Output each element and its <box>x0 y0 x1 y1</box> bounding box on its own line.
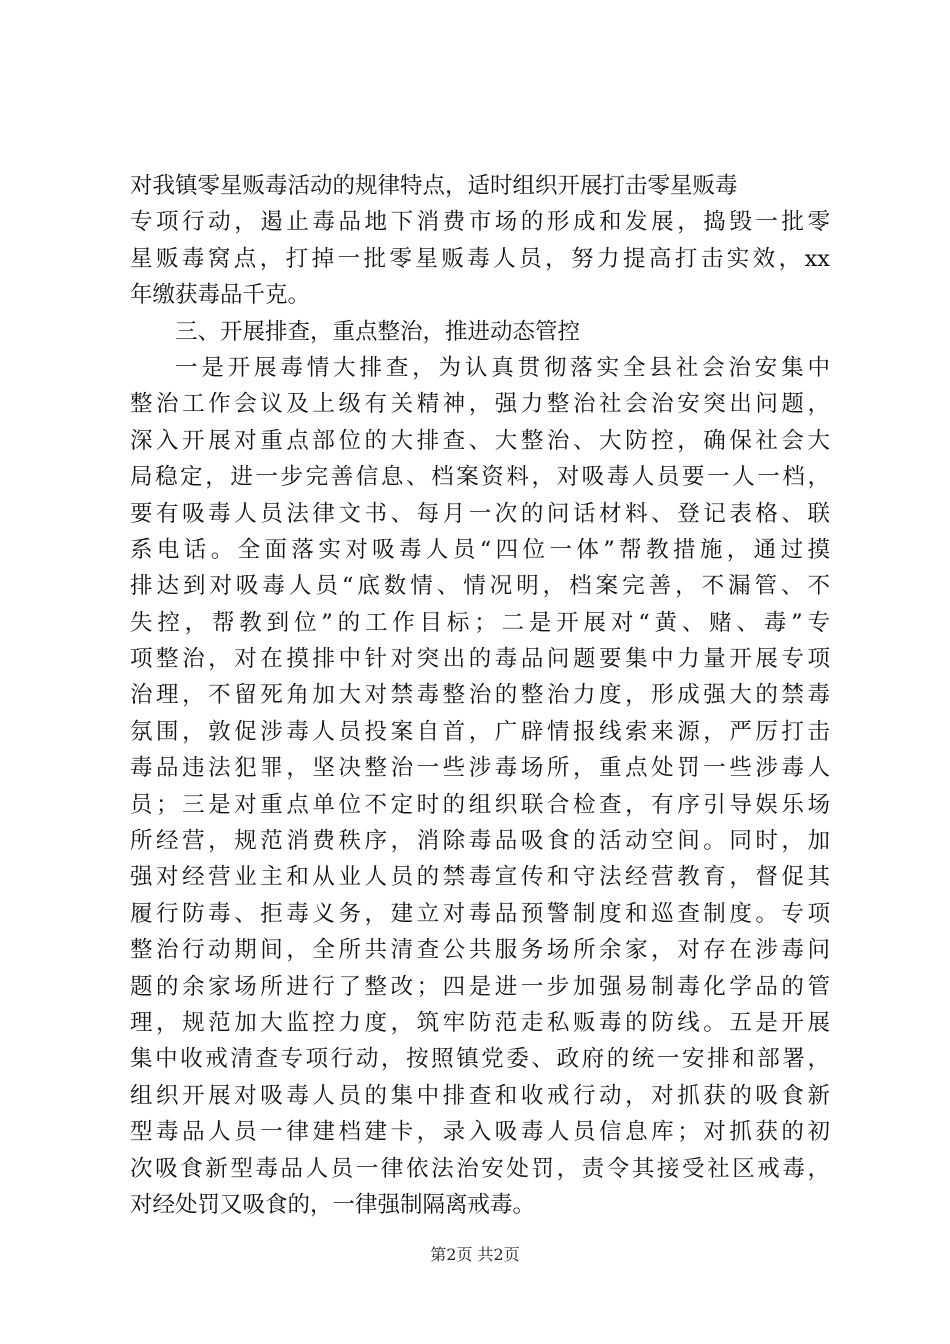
paragraph-line: 项整治，对在摸排中针对突出的毒品问题要集中力量开展专项 <box>130 646 830 673</box>
paragraph-line: 要有吸毒人员法律文书、每月一次的问话材料、登记表格、联 <box>130 500 830 527</box>
paragraph-line: 员；三是对重点单位不定时的组织联合检查，有序引导娱乐场 <box>130 791 830 818</box>
paragraph-line: 组织开展对吸毒人员的集中排查和收戒行动，对抓获的吸食新 <box>130 1082 830 1109</box>
paragraph-line: 深入开展对重点部位的大排查、大整治、大防控，确保社会大 <box>130 427 830 454</box>
paragraph-line: 治理，不留死角加大对禁毒整治的整治力度，形成强大的禁毒 <box>130 682 830 709</box>
paragraph-line: 题的余家场所进行了整改；四是进一步加强易制毒化学品的管 <box>130 973 830 1000</box>
paragraph-line: 整治行动期间，全所共清查公共服务场所余家，对存在涉毒问 <box>130 937 830 964</box>
page-number-footer: 第2页 共2页 <box>430 1245 520 1264</box>
paragraph-line: 次吸食新型毒品人员一律依法治安处罚，责令其接受社区戒毒， <box>130 1155 830 1182</box>
paragraph-line: 集中收戒清查专项行动，按照镇党委、政府的统一安排和部署， <box>130 1046 830 1073</box>
paragraph-line: 型毒品人员一律建档建卡，录入吸毒人员信息库；对抓获的初 <box>130 1119 830 1146</box>
document-body <box>130 168 830 1223</box>
paragraph-line: 局稳定，进一步完善信息、档案资料，对吸毒人员要一人一档， <box>130 464 830 491</box>
paragraph-line: 毒品违法犯罪，坚决整治一些涉毒场所，重点处罚一些涉毒人 <box>130 755 830 782</box>
paragraph-line: 年缴获毒品千克。 <box>130 282 311 309</box>
paragraph-line: 系电话。全面落实对吸毒人员“四位一体”帮教措施，通过摸 <box>130 536 830 563</box>
paragraph-line: 失控，帮教到位”的工作目标；二是开展对“黄、赌、毒”专 <box>130 609 830 636</box>
paragraph-line: 对我镇零星贩毒活动的规律特点，适时组织开展打击零星贩毒 <box>130 173 738 199</box>
paragraph-line: 星贩毒窝点，打掉一批零星贩毒人员，努力提高打击实效，xx <box>130 245 830 272</box>
paragraph-line: 理，规范加大监控力度，筑牢防范走私贩毒的防线。五是开展 <box>130 1009 830 1036</box>
paragraph-line: 所经营，规范消费秩序，消除毒品吸食的活动空间。同时，加 <box>130 828 830 855</box>
section-heading: 三、开展排查，重点整治，推进动态管控 <box>175 318 581 345</box>
paragraph-line: 专项行动，遏止毒品地下消费市场的形成和发展，捣毁一批零 <box>130 209 830 236</box>
paragraph-line: 排达到对吸毒人员“底数情、情况明，档案完善，不漏管、不 <box>130 573 830 600</box>
paragraph-line: 对经处罚又吸食的，一律强制隔离戒毒。 <box>130 1191 536 1218</box>
paragraph-line: 氛围，敦促涉毒人员投案自首，广辟情报线索来源，严厉打击 <box>130 718 830 745</box>
paragraph-line: 强对经营业主和从业人员的禁毒宣传和守法经营教育，督促其 <box>130 864 830 891</box>
paragraph-line: 整治工作会议及上级有关精神，强力整治社会治安突出问题， <box>130 391 830 418</box>
paragraph-line: 履行防毒、拒毒义务，建立对毒品预警制度和巡查制度。专项 <box>130 900 830 927</box>
paragraph-line: 一是开展毒情大排查，为认真贯彻落实全县社会治安集中 <box>175 354 830 381</box>
